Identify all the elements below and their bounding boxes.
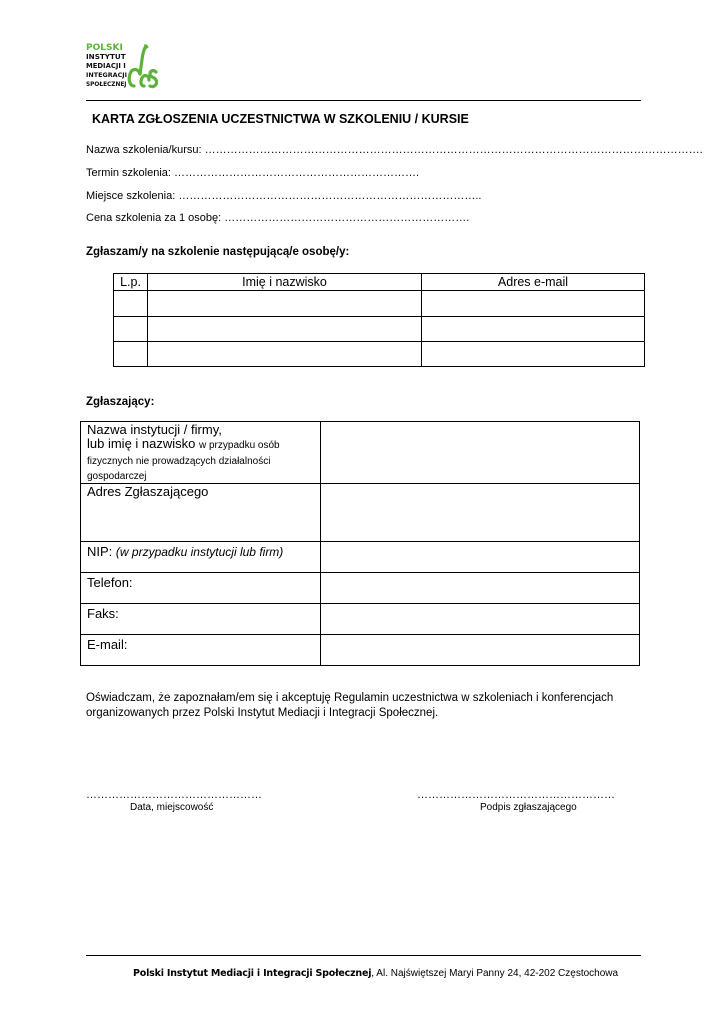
applicant-table [80, 421, 640, 666]
table-cell[interactable] [422, 342, 645, 367]
phone-label: Telefon: [81, 573, 321, 604]
table-row [114, 342, 645, 367]
table-cell[interactable] [114, 291, 148, 317]
footer-org: Polski Instytut Mediacji i Integracji Społecznej [133, 968, 372, 979]
table-cell[interactable] [148, 291, 422, 317]
fax-label: Faks: [81, 604, 321, 635]
col-header-name: Imię i nazwisko [148, 274, 422, 291]
institution-value-cell[interactable] [321, 422, 640, 484]
participants-table [113, 273, 645, 367]
table-cell[interactable] [114, 342, 148, 367]
table-row [81, 604, 640, 635]
institute-logo [86, 40, 160, 96]
table-cell[interactable] [148, 317, 422, 342]
logo-mark-icon [129, 46, 156, 87]
footer-divider [86, 955, 641, 956]
course-name-field: Nazwa szkolenia/kursu: ………………………………………………………………………………………………………………………. [86, 144, 703, 156]
logo-line-1: POLSKI [86, 43, 123, 53]
table-cell[interactable] [422, 291, 645, 317]
header-divider [86, 100, 641, 101]
nip-label-cell [81, 542, 321, 573]
table-row [81, 484, 640, 542]
person-note-1: w przypadku osób [199, 440, 280, 451]
table-cell[interactable] [148, 342, 422, 367]
table-row [81, 635, 640, 666]
table-row [81, 422, 640, 484]
table-cell[interactable] [422, 317, 645, 342]
course-price-field: Cena szkolenia za 1 osobę: …………………………………………………………. [86, 212, 470, 224]
course-place-field: Miejsce szkolenia: ……………………………………………………………………….. [86, 190, 482, 202]
footer-address: , Al. Najświętszej Maryi Panny 24, 42-202 Częstochowa [371, 968, 619, 979]
logo-line-4: INTEGRACJI [86, 71, 128, 79]
logo-line-5: SPOŁECZNEJ [86, 82, 127, 88]
table-row [81, 573, 640, 604]
date-place-line: ………………………………………… [86, 789, 262, 801]
logo-line-3: MEDIACJI I [86, 62, 126, 70]
person-note-2: fizycznych nie prowadzących działalności gospodarczej [87, 456, 271, 482]
email-label: E-mail: [81, 635, 321, 666]
email-value-cell[interactable] [321, 635, 640, 666]
institution-label: Nazwa instytucji / firmy, [87, 422, 222, 437]
applicant-heading: Zgłaszający: [86, 396, 155, 408]
form-title: KARTA ZGŁOSZENIA UCZESTNICTWA W SZKOLENIU / KURSIE [92, 112, 469, 126]
participants-heading: Zgłaszam/y na szkolenie następującą/e osobę/y: [86, 246, 350, 258]
signature-line: ……………………………………………… [417, 789, 615, 801]
participants-header-row [114, 274, 645, 291]
table-cell[interactable] [114, 317, 148, 342]
nip-value-cell[interactable] [321, 542, 640, 573]
address-value-cell[interactable] [321, 484, 640, 542]
nip-note: (w przypadku instytucji lub firm) [115, 545, 284, 559]
table-row [114, 291, 645, 317]
logo-line-2: INSTYTUT [86, 52, 126, 61]
person-name-label: lub imię i nazwisko [87, 436, 196, 451]
footer [133, 968, 618, 979]
table-row [81, 542, 640, 573]
signature-label: Podpis zgłaszającego [480, 802, 577, 813]
date-place-label: Data, miejscowość [130, 802, 214, 813]
phone-value-cell[interactable] [321, 573, 640, 604]
consent-statement: Oświadczam, że zapoznałam/em się i akceptuję Regulamin uczestnictwa w szkoleniach i konferencjach organizowanych przez Polski Instytut Mediacji i Integracji Społecznej. [86, 692, 614, 719]
col-header-email: Adres e-mail [422, 274, 645, 291]
institution-label-cell [81, 422, 321, 484]
address-label: Adres Zgłaszającego [81, 484, 321, 542]
fax-value-cell[interactable] [321, 604, 640, 635]
table-row [114, 317, 645, 342]
course-date-field: Termin szkolenia: …………………………………………………………. [86, 167, 420, 179]
nip-label: NIP: [87, 544, 113, 559]
col-header-lp: L.p. [114, 274, 148, 291]
